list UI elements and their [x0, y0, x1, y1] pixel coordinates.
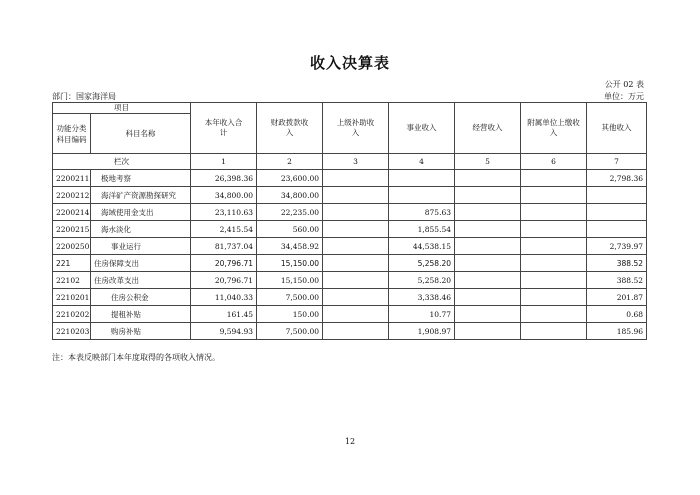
cell-superior [323, 204, 389, 221]
cell-code: 2200214 [53, 204, 91, 221]
cell-fiscal: 7,500.00 [257, 323, 323, 340]
cell-fiscal: 23,600.00 [257, 170, 323, 187]
cell-superior [323, 170, 389, 187]
cell-affiliated [521, 306, 587, 323]
cell-business: 1,908.97 [389, 323, 455, 340]
cell-business: 44,538.15 [389, 238, 455, 255]
cell-other: 0.68 [587, 306, 647, 323]
cell-superior [323, 187, 389, 204]
cell-superior [323, 289, 389, 306]
col-number-4: 4 [389, 154, 455, 170]
col-number-6: 6 [521, 154, 587, 170]
cell-affiliated [521, 221, 587, 238]
cell-other [587, 187, 647, 204]
col-number-3: 3 [323, 154, 389, 170]
cell-superior [323, 306, 389, 323]
table-row [53, 272, 647, 289]
cell-business: 5,258.20 [389, 272, 455, 289]
cell-superior [323, 255, 389, 272]
cell-business [389, 187, 455, 204]
cell-total: 26,398.36 [191, 170, 257, 187]
cell-code: 2210201 [53, 289, 91, 306]
cell-total: 20,796.71 [191, 272, 257, 289]
cell-code: 2200215 [53, 221, 91, 238]
cell-superior [323, 272, 389, 289]
table-row [53, 170, 647, 187]
cell-name: 住房公积金 [91, 289, 191, 306]
col-number-7: 7 [587, 154, 647, 170]
cell-affiliated [521, 323, 587, 340]
header-col-5: 经营收入 [455, 103, 521, 154]
table-row [53, 221, 647, 238]
cell-fiscal: 34,800.00 [257, 187, 323, 204]
cell-other: 388.52 [587, 255, 647, 272]
cell-affiliated [521, 272, 587, 289]
cell-fiscal: 150.00 [257, 306, 323, 323]
cell-business: 1,855.54 [389, 221, 455, 238]
cell-code: 2210202 [53, 306, 91, 323]
header-col-1: 本年收入合计 [191, 103, 257, 154]
cell-name: 海水淡化 [91, 221, 191, 238]
cell-name: 提租补贴 [91, 306, 191, 323]
table-row [53, 238, 647, 255]
table-row [53, 323, 647, 340]
header-col-4: 事业收入 [389, 103, 455, 154]
col-number-1: 1 [191, 154, 257, 170]
cell-operating [455, 306, 521, 323]
cell-other [587, 204, 647, 221]
cell-business: 5,258.20 [389, 255, 455, 272]
cell-operating [455, 238, 521, 255]
header-lanci: 栏次 [53, 154, 191, 170]
page-title: 收入决算表 [309, 54, 390, 72]
cell-total: 161.45 [191, 306, 257, 323]
cell-code: 22102 [53, 272, 91, 289]
table-row [53, 289, 647, 306]
cell-name: 海洋矿产资源勘探研究 [91, 187, 191, 204]
cell-name: 事业运行 [91, 238, 191, 255]
col-number-5: 5 [455, 154, 521, 170]
table-body [53, 170, 647, 340]
header-col-2: 财政拨款收入 [257, 103, 323, 154]
cell-other: 2,798.36 [587, 170, 647, 187]
cell-other: 388.52 [587, 272, 647, 289]
income-table [52, 102, 647, 340]
cell-fiscal: 15,150.00 [257, 255, 323, 272]
cell-name: 极地考察 [91, 170, 191, 187]
cell-other: 201.87 [587, 289, 647, 306]
cell-other: 2,739.97 [587, 238, 647, 255]
unit-label: 单位：万元 [604, 92, 644, 101]
cell-affiliated [521, 238, 587, 255]
cell-other [587, 221, 647, 238]
header-func-code: 功能分类科目编码 [53, 114, 91, 154]
cell-operating [455, 204, 521, 221]
cell-total: 23,110.63 [191, 204, 257, 221]
cell-business: 875.63 [389, 204, 455, 221]
cell-affiliated [521, 204, 587, 221]
cell-operating [455, 289, 521, 306]
form-code: 公开 02 表 [604, 80, 644, 89]
cell-affiliated [521, 170, 587, 187]
cell-fiscal: 22,235.00 [257, 204, 323, 221]
cell-code: 221 [53, 255, 91, 272]
cell-total: 11,040.33 [191, 289, 257, 306]
cell-business [389, 170, 455, 187]
cell-affiliated [521, 289, 587, 306]
header-col-7: 其他收入 [587, 103, 647, 154]
cell-affiliated [521, 255, 587, 272]
cell-name: 住房改革支出 [91, 272, 191, 289]
department-label: 部门：国家海洋局 [52, 92, 116, 101]
cell-affiliated [521, 187, 587, 204]
table-row [53, 204, 647, 221]
cell-total: 9,594.93 [191, 323, 257, 340]
cell-code: 2200211 [53, 170, 91, 187]
cell-name: 购房补贴 [91, 323, 191, 340]
cell-code: 2210203 [53, 323, 91, 340]
cell-code: 2200212 [53, 187, 91, 204]
cell-total: 20,796.71 [191, 255, 257, 272]
col-number-2: 2 [257, 154, 323, 170]
table-row [53, 306, 647, 323]
cell-operating [455, 323, 521, 340]
cell-total: 81,737.04 [191, 238, 257, 255]
cell-superior [323, 238, 389, 255]
cell-operating [455, 170, 521, 187]
cell-name: 海域使用金支出 [91, 204, 191, 221]
cell-operating [455, 221, 521, 238]
header-col-3: 上级补助收入 [323, 103, 389, 154]
cell-name: 住房保障支出 [91, 255, 191, 272]
header-project: 项目 [53, 103, 191, 114]
header-subject-name: 科目名称 [91, 114, 191, 154]
cell-operating [455, 187, 521, 204]
cell-superior [323, 221, 389, 238]
header-col-6: 附属单位上缴收入 [521, 103, 587, 154]
table-header [53, 103, 647, 170]
table-row [53, 255, 647, 272]
cell-total: 2,415.54 [191, 221, 257, 238]
cell-fiscal: 7,500.00 [257, 289, 323, 306]
cell-fiscal: 15,150.00 [257, 272, 323, 289]
cell-operating [455, 255, 521, 272]
cell-business: 10.77 [389, 306, 455, 323]
cell-code: 2200250 [53, 238, 91, 255]
table-row [53, 187, 647, 204]
cell-fiscal: 34,458.92 [257, 238, 323, 255]
footnote: 注：本表反映部门本年度取得的各项收入情况。 [52, 353, 220, 362]
cell-superior [323, 323, 389, 340]
cell-total: 34,800.00 [191, 187, 257, 204]
cell-business: 3,338.46 [389, 289, 455, 306]
cell-fiscal: 560.00 [257, 221, 323, 238]
cell-operating [455, 272, 521, 289]
cell-other: 185.96 [587, 323, 647, 340]
page-number: 12 [344, 437, 356, 446]
